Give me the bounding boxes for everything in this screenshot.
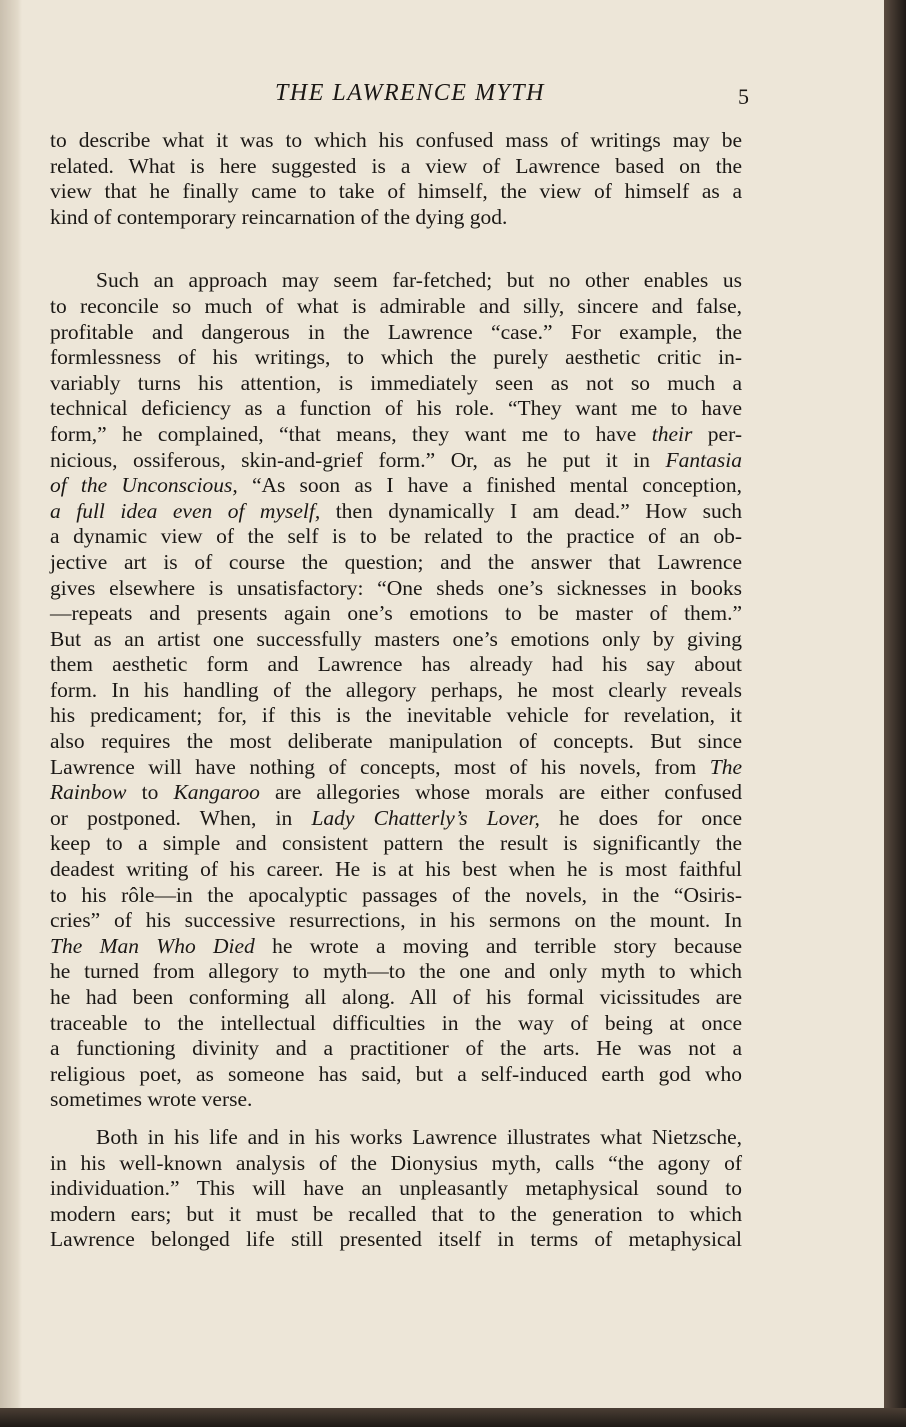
text-line: of the Unconscious, “As soon as I have a finished mental conception, <box>50 473 742 498</box>
text-line: deadest writing of his career. He is at his best when he is most faithful <box>50 857 742 882</box>
text-line: to reconcile so much of what is admirable and silly, sincere and false, <box>50 293 742 318</box>
text-line: a dynamic view of the self is to be related to the practice of an ob- <box>50 524 742 549</box>
text-line: nicious, ossiferous, skin-and-grief form.” Or, as he put it in Fantasia <box>50 447 742 472</box>
text-line: in his well-known analysis of the Dionysius myth, calls “the agony of <box>50 1150 742 1175</box>
text-line: technical deficiency as a function of his role. “They want me to have <box>50 396 742 421</box>
text-line: Lawrence belonged life still presented itself in terms of metaphysical <box>50 1227 742 1252</box>
paragraph-1 <box>50 128 742 230</box>
text-line: formlessness of his writings, to which the purely aesthetic critic in- <box>50 345 742 370</box>
text-line: individuation.” This will have an unpleasantly metaphysical sound to <box>50 1176 742 1201</box>
page-gutter <box>0 0 22 1427</box>
text-line: gives elsewhere is unsatisfactory: “One sheds one’s sicknesses in books <box>50 575 742 600</box>
text-line: modern ears; but it must be recalled that to the generation to which <box>50 1201 742 1226</box>
text-line: jective art is of course the question; and the answer that Lawrence <box>50 549 742 574</box>
text-line: a full idea even of myself, then dynamically I am dead.” How such <box>50 498 742 523</box>
text-line: related. What is here suggested is a view of Lawrence based on the <box>50 153 742 178</box>
text-line: profitable and dangerous in the Lawrence “case.” For example, the <box>50 319 742 344</box>
text-line: sometimes wrote verse. <box>50 1087 253 1112</box>
text-line: form,” he complained, “that means, they want me to have their per- <box>50 421 742 446</box>
book-edge-bottom <box>0 1408 906 1427</box>
text-line: Lawrence will have nothing of concepts, most of his novels, from The <box>50 754 742 779</box>
text-line: he turned from allegory to myth—to the one and only myth to which <box>50 959 742 984</box>
text-line: his predicament; for, if this is the inevitable vehicle for revelation, it <box>50 703 742 728</box>
text-line: Such an approach may seem far-fetched; but no other enables us <box>96 268 742 293</box>
text-line: Both in his life and in his works Lawrence illustrates what Nietzsche, <box>96 1124 742 1149</box>
text-line: religious poet, as someone has said, but a self-induced earth god who <box>50 1061 742 1086</box>
page-header <box>0 80 884 116</box>
text-line: or postponed. When, in Lady Chatterly’s Lover, he does for once <box>50 805 742 830</box>
text-line: also requires the most deliberate manipulation of concepts. But since <box>50 729 742 754</box>
text-line: Rainbow to Kangaroo are allegories whose morals are either confused <box>50 780 742 805</box>
paragraph-3 <box>50 1125 742 1253</box>
paragraph-2 <box>50 268 742 1113</box>
text-line: But as an artist one successfully masters one’s emotions only by giving <box>50 626 742 651</box>
text-line: keep to a simple and consistent pattern the result is significantly the <box>50 831 742 856</box>
book-edge-right <box>884 0 906 1427</box>
text-line: —repeats and presents again one’s emotions to be master of them.” <box>50 601 742 626</box>
text-line: cries” of his successive resurrections, in his sermons on the mount. In <box>50 908 742 933</box>
text-line: form. In his handling of the allegory perhaps, he most clearly reveals <box>50 677 742 702</box>
text-line: he had been conforming all along. All of his formal vicissitudes are <box>50 985 742 1009</box>
text-line: to his rôle—in the apocalyptic passages of the novels, in the “Osiris- <box>50 882 742 907</box>
text-line: to describe what it was to which his confused mass of writings may be <box>50 128 742 152</box>
text-line: variably turns his attention, is immediately seen as not so much a <box>50 370 742 395</box>
page-number: 5 <box>738 84 749 109</box>
text-line: view that he finally came to take of himself, the view of himself as a <box>50 179 742 204</box>
text-line: them aesthetic form and Lawrence has already had his say about <box>50 652 742 677</box>
text-line: traceable to the intellectual difficulties in the way of being at once <box>50 1010 742 1035</box>
running-head: THE LAWRENCE MYTH <box>275 80 545 106</box>
text-line: a functioning divinity and a practitioner of the arts. He was not a <box>50 1036 742 1061</box>
body-text <box>50 128 742 1253</box>
text-line: kind of contemporary reincarnation of the dying god. <box>50 204 508 229</box>
text-line: The Man Who Died he wrote a moving and terrible story because <box>50 933 742 958</box>
